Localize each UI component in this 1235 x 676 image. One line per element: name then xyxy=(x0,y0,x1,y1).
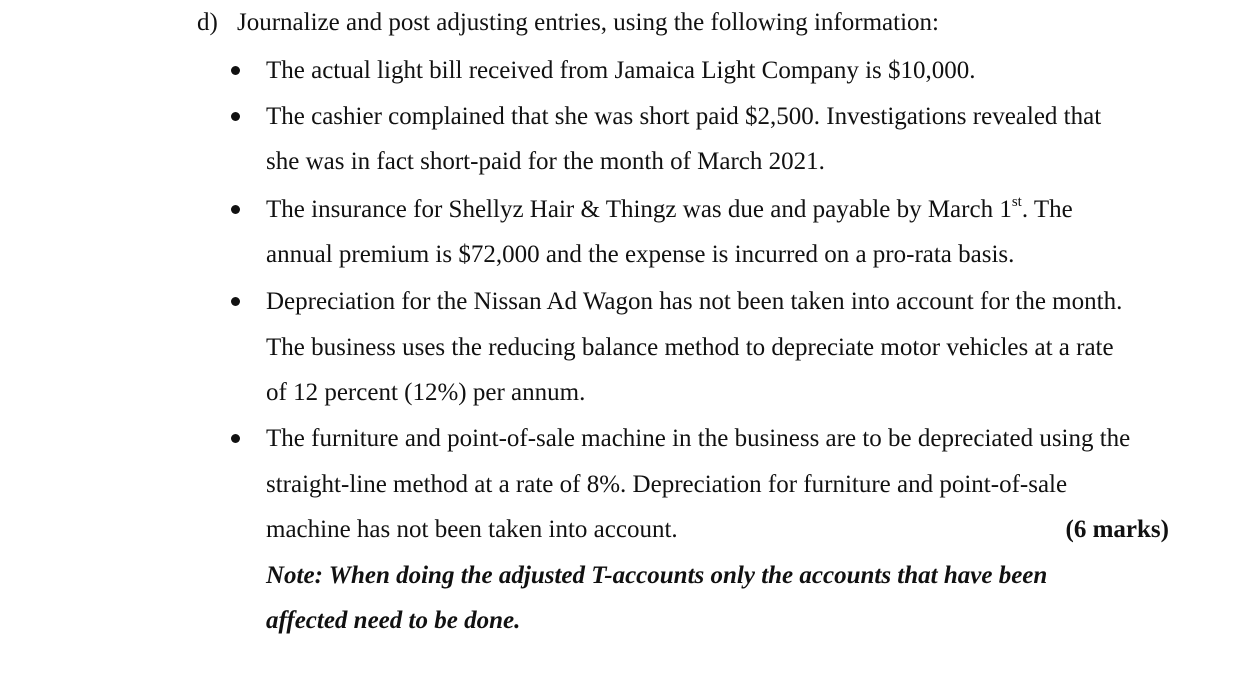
item-3-line-1 xyxy=(266,193,1073,227)
bullet-icon xyxy=(231,297,240,306)
item-4-line-2: The business uses the reducing balance method to depreciate motor vehicles at a rate xyxy=(266,334,1114,361)
item-2-line-2: she was in fact short-paid for the month of March 2021. xyxy=(266,148,825,175)
question-heading xyxy=(197,6,939,40)
item-5-line-1: The furniture and point-of-sale machine in the business are to be depreciated using the xyxy=(266,425,1131,452)
note-line-1: Note: When doing the adjusted T-accounts only the accounts that have been xyxy=(266,562,1048,589)
item-5-line-2: straight-line method at a rate of 8%. Depreciation for furniture and point-of-sale xyxy=(266,471,1068,498)
question-instruction: Journalize and post adjusting entries, using the following information: xyxy=(237,9,939,36)
item-3-line-1-suffix: . The xyxy=(1021,196,1073,223)
marks-label: (6 marks) xyxy=(1065,516,1169,543)
item-5-line-3: machine has not been taken into account. xyxy=(266,516,678,543)
item-3-line-2: annual premium is $72,000 and the expense is incurred on a pro-rata basis. xyxy=(266,241,1015,268)
item-4-line-1: Depreciation for the Nissan Ad Wagon has not been taken into account for the month. xyxy=(266,288,1123,315)
bullet-icon xyxy=(231,112,240,121)
bullet-icon xyxy=(231,205,240,214)
item-3-line-1-text: The insurance for Shellyz Hair & Thingz was due and payable by March 1 xyxy=(266,196,1012,223)
question-label: d) xyxy=(197,9,218,36)
bullet-icon xyxy=(231,66,240,75)
item-2-line-1: The cashier complained that she was short paid $2,500. Investigations revealed that xyxy=(266,103,1102,130)
item-4-line-3: of 12 percent (12%) per annum. xyxy=(266,379,586,406)
bullet-icon xyxy=(231,434,240,443)
item-1-line-1: The actual light bill received from Jamaica Light Company is $10,000. xyxy=(266,57,976,84)
note-line-2: affected need to be done. xyxy=(266,607,521,634)
item-3-superscript: st xyxy=(1011,193,1022,210)
